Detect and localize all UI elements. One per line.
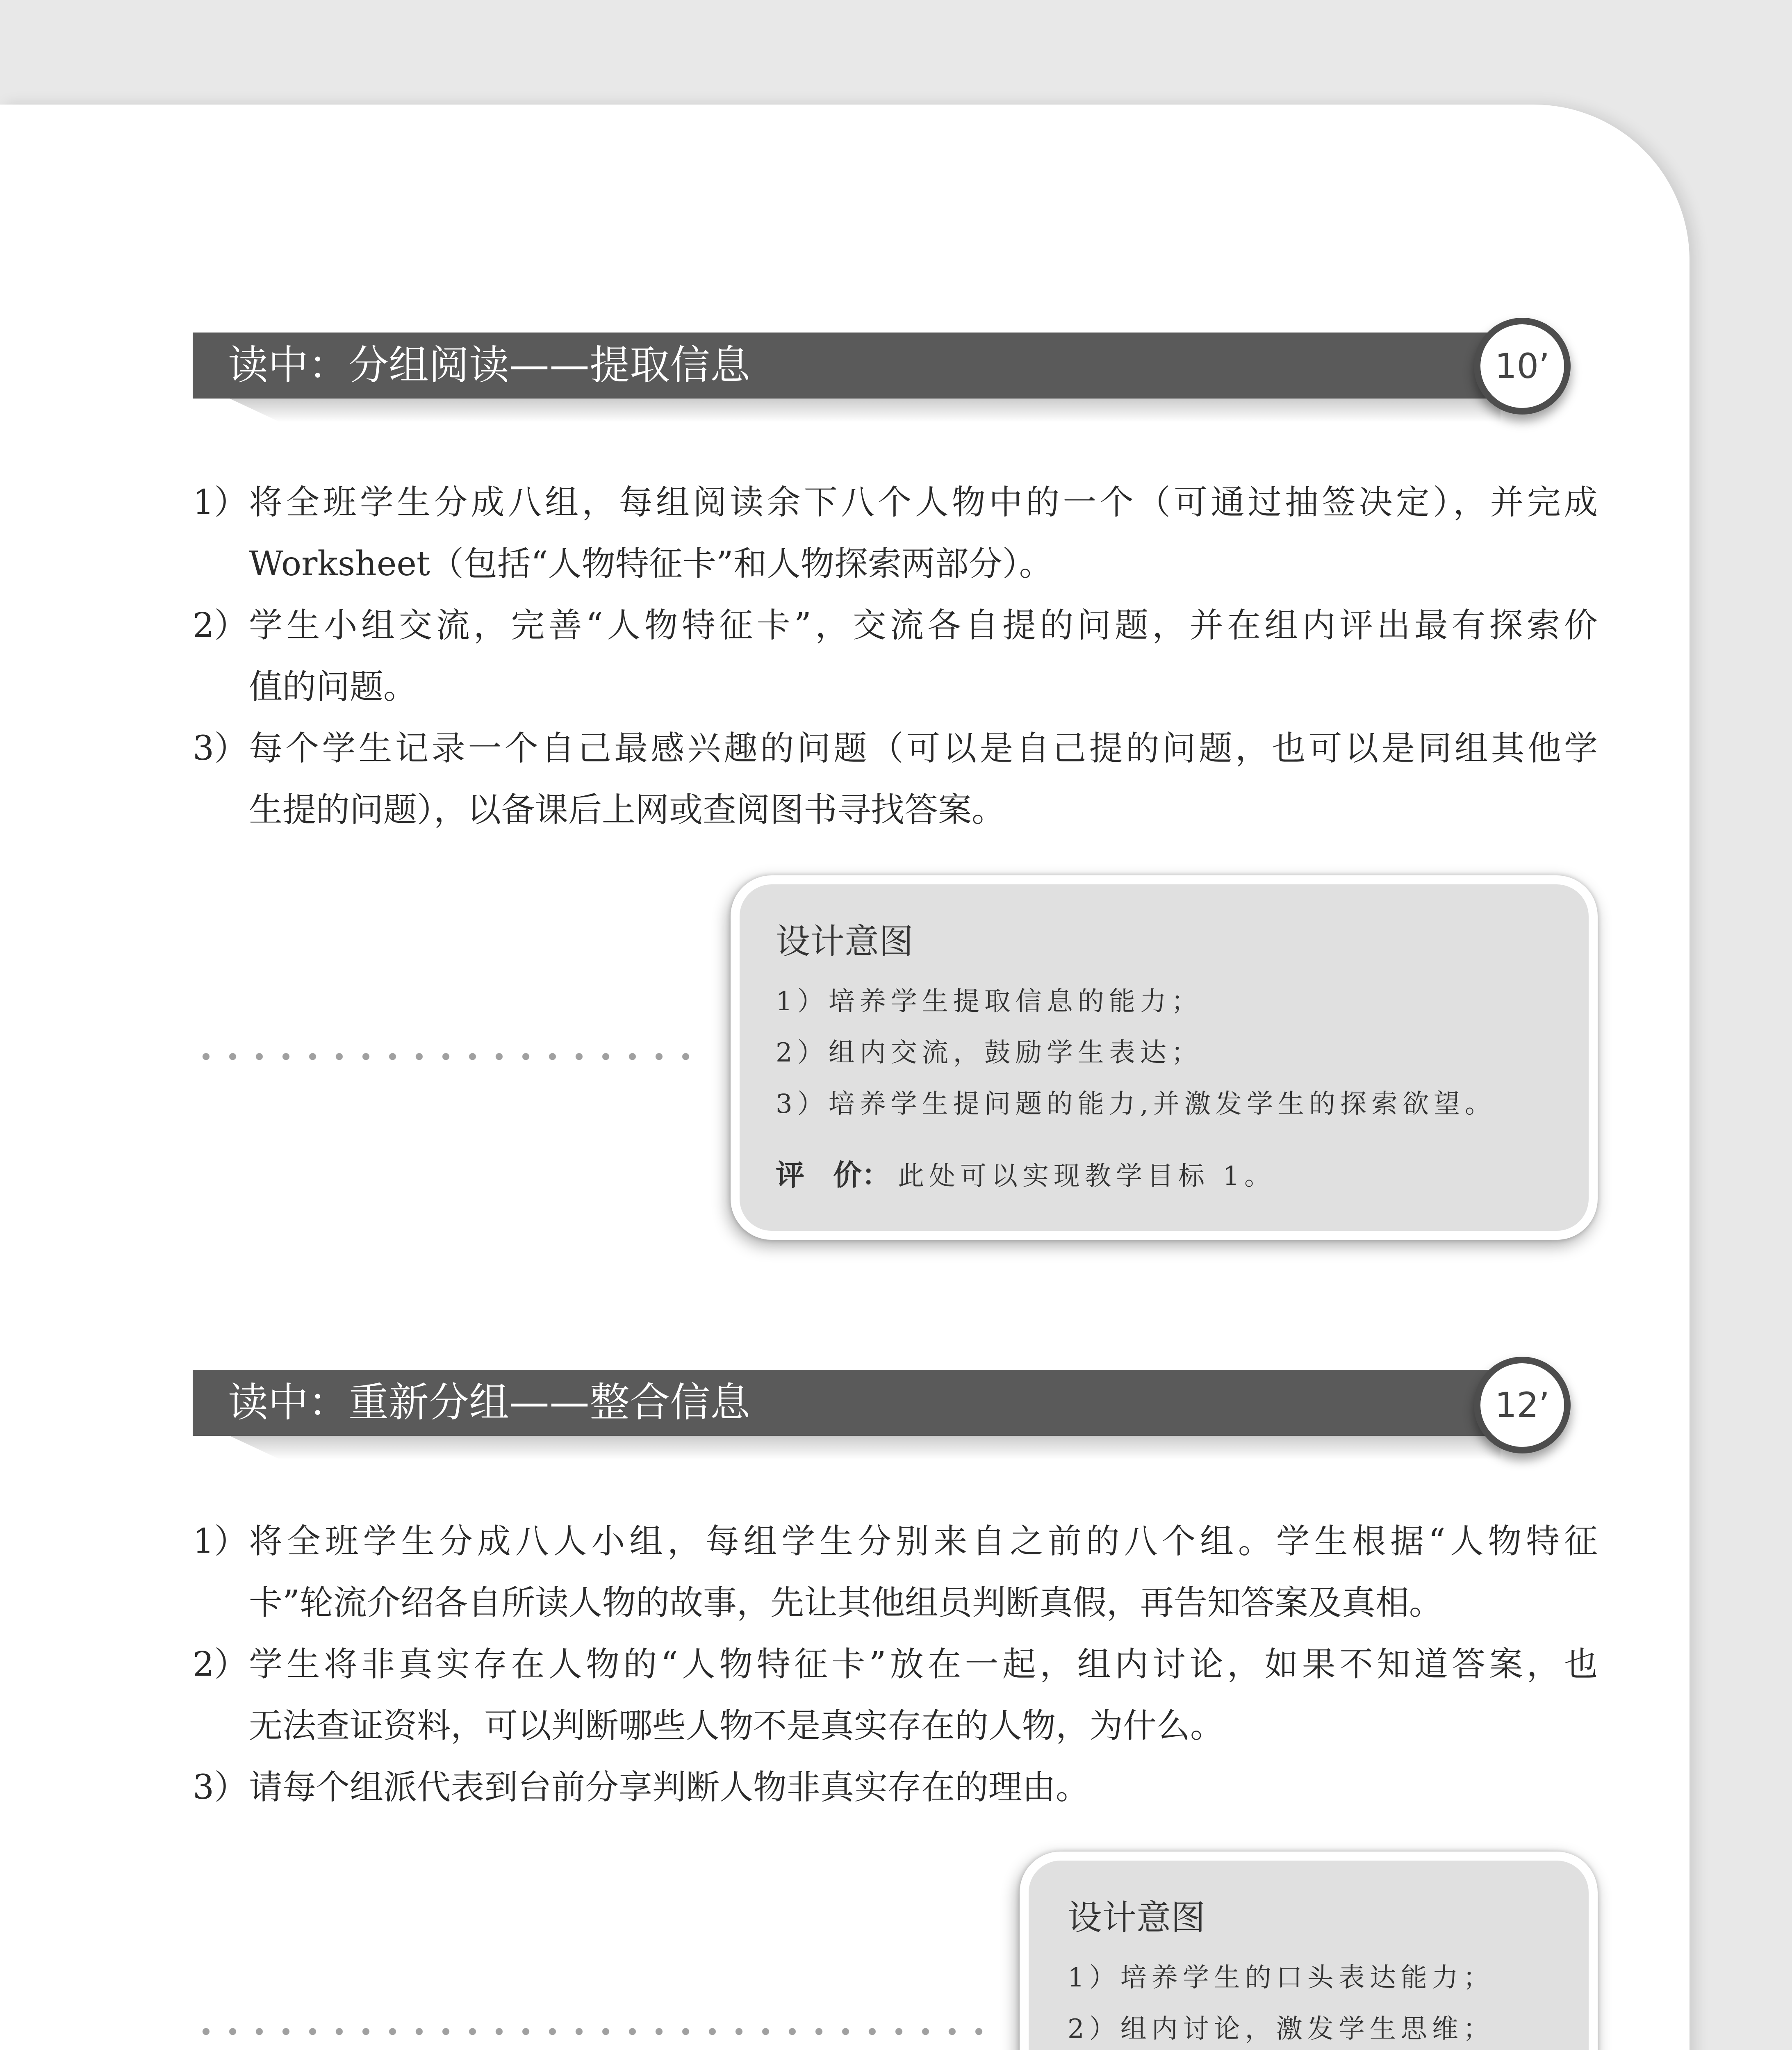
design-intent-point: 2）组内讨论，激发学生思维； bbox=[1068, 2014, 1494, 2044]
step-text-line: 卡”轮流介绍各自所读人物的故事，先让其他组员判断真假，再告知答案及真相。 bbox=[249, 1583, 1443, 1622]
step-number: 3） bbox=[193, 729, 248, 768]
evaluation-text: 此处可以实现教学目标 1。 bbox=[898, 1161, 1276, 1191]
step-number: 1） bbox=[193, 1522, 248, 1561]
design-intent-title: 设计意图 bbox=[776, 921, 914, 961]
design-intent-point: 1）培养学生提取信息的能力； bbox=[776, 986, 1202, 1017]
step-text-line: 将全班学生分成八组，每组阅读余下八个人物中的一个（可通过抽签决定），并完成 bbox=[249, 483, 1598, 522]
step-text-line: 生提的问题），以备课后上网或查阅图书寻找答案。 bbox=[249, 790, 1006, 829]
section-header-shadow bbox=[230, 1436, 1501, 1460]
design-intent-point: 3）培养学生提问题的能力,并激发学生的探索欲望。 bbox=[776, 1089, 1496, 1119]
step-text-line: Worksheet（包括“人物特征卡”和人物探索两部分）。 bbox=[249, 544, 1053, 583]
step-list bbox=[193, 472, 1598, 841]
step-text-line: 值的问题。 bbox=[249, 667, 417, 706]
time-badge: 12’ bbox=[1474, 1357, 1571, 1453]
design-intent-box bbox=[1020, 1852, 1598, 2050]
step-item bbox=[193, 1634, 1598, 1757]
dotted-connector bbox=[193, 1052, 699, 1061]
step-item bbox=[193, 1757, 1598, 1818]
step-item bbox=[193, 718, 1598, 841]
section-title: 读中：重新分组——整合信息 bbox=[228, 1379, 751, 1426]
step-item bbox=[193, 595, 1598, 718]
time-badge: 10’ bbox=[1474, 318, 1571, 415]
step-text-line: 将全班学生分成八人小组，每组学生分别来自之前的八个组。学生根据“人物特征 bbox=[249, 1522, 1598, 1561]
section-title: 读中：分组阅读——提取信息 bbox=[228, 342, 751, 389]
design-intent-point: 2）组内交流，鼓励学生表达； bbox=[776, 1038, 1202, 1068]
step-text-line: 学生将非真实存在人物的“人物特征卡”放在一起，组内讨论，如果不知道答案，也 bbox=[249, 1645, 1598, 1684]
step-item bbox=[193, 1511, 1598, 1634]
step-number: 1） bbox=[193, 483, 248, 522]
evaluation-line bbox=[776, 1150, 1589, 1201]
section-header-bar bbox=[193, 333, 1542, 399]
evaluation-label: 评 价： bbox=[776, 1158, 890, 1192]
step-number: 2） bbox=[193, 606, 248, 645]
step-number: 2） bbox=[193, 1645, 248, 1684]
step-number: 3） bbox=[193, 1768, 248, 1807]
dotted-connector bbox=[193, 2027, 992, 2036]
section-header-bar bbox=[193, 1370, 1542, 1436]
design-intent-title: 设计意图 bbox=[1068, 1897, 1206, 1938]
design-intent-point: 1）培养学生的口头表达能力； bbox=[1068, 1963, 1494, 1993]
design-intent-box bbox=[731, 875, 1598, 1240]
step-item bbox=[193, 472, 1598, 595]
step-text-line: 每个学生记录一个自己最感兴趣的问题（可以是自己提的问题，也可以是同组其他学 bbox=[249, 729, 1598, 768]
step-list bbox=[193, 1511, 1598, 1818]
section-header-shadow bbox=[230, 399, 1501, 422]
step-text-line: 请每个组派代表到台前分享判断人物非真实存在的理由。 bbox=[249, 1768, 1090, 1807]
step-text-line: 学生小组交流，完善“人物特征卡”，交流各自提的问题，并在组内评出最有探索价 bbox=[249, 606, 1598, 645]
step-text-line: 无法查证资料，可以判断哪些人物不是真实存在的人物，为什么。 bbox=[249, 1706, 1224, 1745]
